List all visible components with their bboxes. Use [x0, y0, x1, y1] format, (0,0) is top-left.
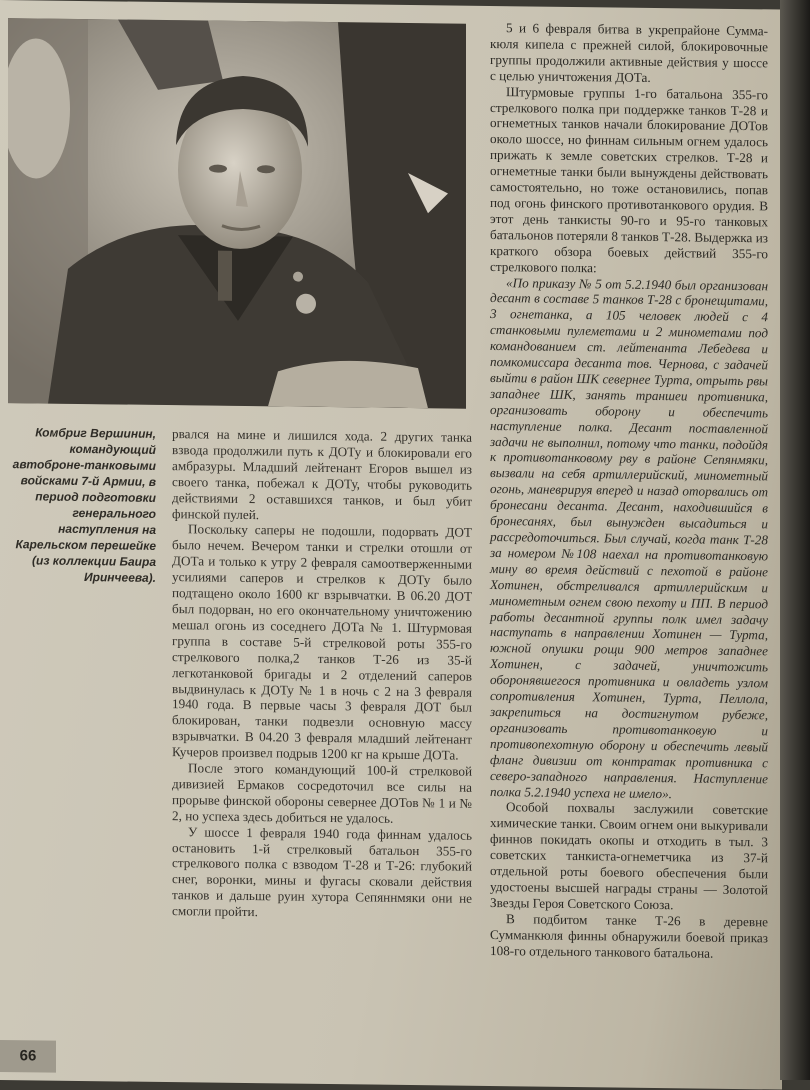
portrait-photo	[8, 18, 466, 409]
page-number: 66	[0, 1040, 56, 1073]
paragraph: Штурмовые группы 1-го батальона 355-го стрелкового полка при поддержке танков Т-28 и огнеметных танков начали блокирование ДОТов около шоссе, но финнам сильным огнем удалось прижать к земле советских стрелков. Т-28 и огнеметные танки были вынуждены действовать самостоятельно, но тоже остановились, попав под огонь финского противотанкового орудия. В этот день танкисты 90-го и 95-го танковых батальонов потеряли 8 танков Т-28. Выдержка из краткого обзора боевых действий 355-го стрелкового полка:	[490, 83, 768, 275]
text-column-right	[490, 20, 768, 962]
paragraph: У шоссе 1 февраля 1940 года финнам удалось остановить 1-й стрелковый батальон 355-го стрелкового полка с взводом Т-28 и Т-26: глубокий снег, воронки, мины и фугасы сковали действия танков и дальше руин хутора Сепяннмяки они не смогли пройти.	[172, 823, 472, 920]
book-spine-shadow	[780, 0, 810, 1080]
paragraph: 5 и 6 февраля битва в укрепрайоне Сумма-кюля кипела с прежней силой, блокировочные группы продолжили активные действия у шоссе с целью уничтожения ДОТа.	[490, 20, 768, 85]
paragraph: Особой похвалы заслужили советские химические танки. Своим огнем они выкуривали финнов покидать окопы и отходить в тыл. 3 советских танкиста-огнеметчика из 37-й отдельной роты боевого обеспечения были удостоены высшей награды страны — Золотой Звезды Героя Советского Союза.	[490, 799, 768, 913]
paragraph: После этого командующий 100-й стрелковой дивизией Ермаков сосредоточил все силы на прорыве финской обороны севернее ДОТов № 1 и № 2, но успеха здесь добиться не удалось.	[172, 760, 472, 826]
quoted-report: «По приказу № 5 от 5.2.1940 был организован десант в составе 5 танков Т-28 с бронещитами, 3 огнетанка, а 105 человек людей с 4 станковыми пулеметами и 2 минометами под командованием ст. лейтенанта Лебедева и помкомиссара десанта тов. Чернова, с задачей выйти в район ШК севернее Турта, отрыть рвы западнее ШК, занять траншеи противника, организовать оборону и обеспечить наступление полка. Десант поставленной задачи не выполнил, потому что танки, подойдя к противотанковому рву в районе Сепянмяки, вызвали на себя артиллерийский, минометный огонь, маневрируя вперед и назад оторвались от бронесани десанта. Десант, находившийся в бронесанях, был вынужден высадиться и рассредоточиться. Был случай, когда танк Т-28 за номером №108 наехал на противотанковую мину во время действий с пехотой в районе Хотинен, обстреливался артиллерийским и минометным огнем свою пехоту и ПП. В период работы десантной группы полк имел задачу наступать в направлении Хотинен — Турта, южной опушки рощи 900 метров западнее Хотинен, с задачей, уничтожить оборонявшегося противника и овладеть узлом сопротивления Хотинен, Турта, Пеллола, закрепиться на достигнутом рубеже, организовать противотанковую и противопехотную оборону и обеспечить левый фланг дивизии от контратак противника с северо-западного направления. Наступление полка 5.2.1940 успеха не имело».	[490, 274, 768, 801]
text-column-left	[172, 426, 472, 923]
photo-caption: Комбриг Вершинин, командующий автоброне-танковыми войсками 7-й Армии, в период подготовки генерального наступления на Карельском перешейке (из коллекции Баира Иринчеева).	[12, 425, 156, 585]
paragraph: Поскольку саперы не подошли, подорвать ДОТ было нечем. Вечером танки и стрелки отошли от ДОТа и только к утру 2 февраля самоотверженными усилиями саперов и стрелков к ДОТу было подтащено около 1600 кг взрывчатки. В 06.20 ДОТ был подорван, но его окончательному уничтожению мешал огонь из соседнего ДОТа № 1. Штурмовая группа в составе 5-й стрелковой роты 355-го стрелкового полка,2 танков Т-26 из 35-й легкотанковой бригады и 2 отделений саперов выдвинулась к ДОТу № 1 в ночь с 2 на 3 февраля 1940 года. В первые часы 3 февраля ДОТ был блокирован, танки подвезли основную массу взрывчатки. В 04.20 3 февраля младший лейтенант Кучеров произвел подрыв 1200 кг на крыше ДОТа.	[172, 521, 472, 763]
paragraph: рвался на мине и лишился хода. 2 других танка взвода продолжили путь к ДОТу и блокировали его амбразуры. Младший лейтенант Егоров вышел из своего танка, побежал к ДОТу, чтобы руководить действиями 2 оставшихся танков, и был убит финской пулей.	[172, 426, 472, 522]
paragraph: В подбитом танке Т-26 в деревне Сумманкюля финны обнаружили боевой приказ 108-го отдельного танкового батальона.	[490, 910, 768, 961]
portrait-image	[8, 18, 466, 409]
